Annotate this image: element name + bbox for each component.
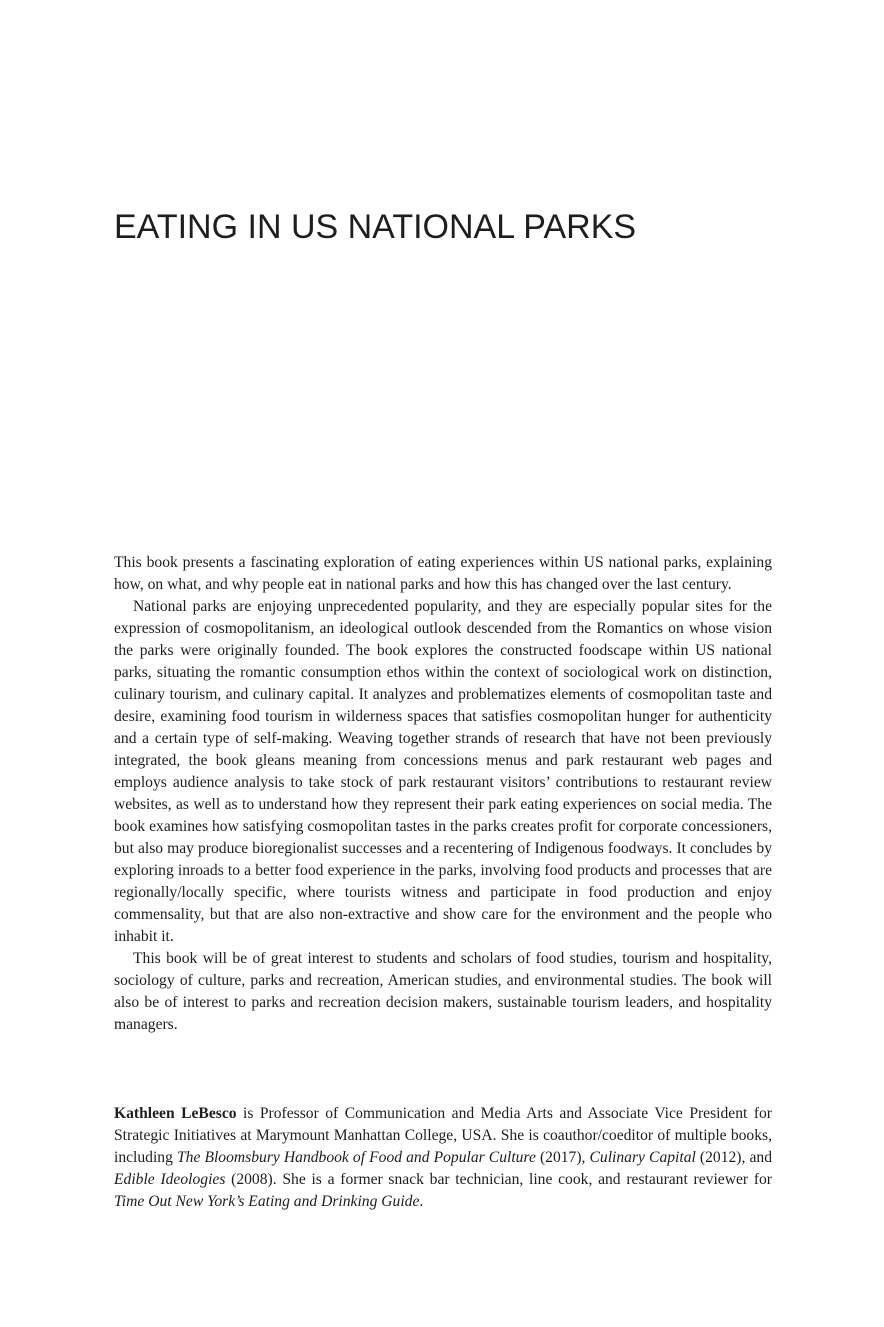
guide-reference: Time Out New York’s Eating and Drinking Guide	[114, 1193, 420, 1210]
bio-text: (2012), and	[695, 1149, 772, 1166]
description-paragraph: This book presents a fascinating exploration of eating experiences within US national parks, explaining how, on what, and why people eat in national parks and how this has changed over the last century.	[114, 554, 772, 593]
bio-text: (2008). She is a former snack bar technician, line cook, and restaurant reviewer for	[225, 1171, 772, 1188]
book-reference: Culinary Capital	[589, 1149, 696, 1166]
bio-text: .	[419, 1193, 424, 1210]
author-bio-paragraph	[114, 1103, 772, 1213]
author-bio	[114, 1103, 772, 1213]
book-title: EATING IN US NATIONAL PARKS	[114, 208, 637, 246]
description-paragraph: This book will be of great interest to students and scholars of food studies, tourism and hospitality, sociology of culture, parks and recreation, American studies, and environmental studies. The book will also be of interest to parks and recreation decision makers, sustainable tourism leaders, and hospitality managers.	[114, 950, 772, 1033]
book-reference: Edible Ideologies	[114, 1171, 226, 1188]
book-reference: The Bloomsbury Handbook of Food and Popular Culture	[176, 1149, 536, 1166]
bio-text: (2017),	[535, 1149, 590, 1166]
bio-text: is Professor of Communication and Media Arts and Associate Vice President for Strategic Initiatives at Marymount Manhattan College, USA. She is coauthor/coeditor of multiple books, including	[114, 1105, 773, 1166]
book-description	[114, 552, 772, 1036]
author-name: Kathleen LeBesco	[114, 1105, 237, 1122]
description-paragraph: National parks are enjoying unprecedented popularity, and they are especially popular sites for the expression of cosmopolitanism, an ideological outlook descended from the Romantics on whose vision the parks were originally founded. The book explores the constructed foodscape within US national parks, situating the romantic consumption ethos within the context of sociological work on distinction, culinary tourism, and culinary capital. It analyzes and problematizes elements of cosmopolitan taste and desire, examining food tourism in wilderness spaces that satisfies cosmopolitan hunger for authenticity and a certain type of self-making. Weaving together strands of research that have not been previously integrated, the book gleans meaning from concessions menus and park restaurant web pages and employs audience analysis to take stock of park restaurant visitors’ contributions to restaurant review websites, as well as to understand how they represent their park eating experiences on social media. The book examines how satisfying cosmopolitan tastes in the parks creates profit for corporate concessioners, but also may produce bioregionalist successes and a recentering of Indigenous foodways. It concludes by exploring inroads to a better food experience in the parks, involving food products and processes that are regionally/locally specific, where tourists witness and participate in food production and enjoy commensality, but that are also non-extractive and show care for the environment and the people who inhabit it.	[114, 598, 772, 945]
